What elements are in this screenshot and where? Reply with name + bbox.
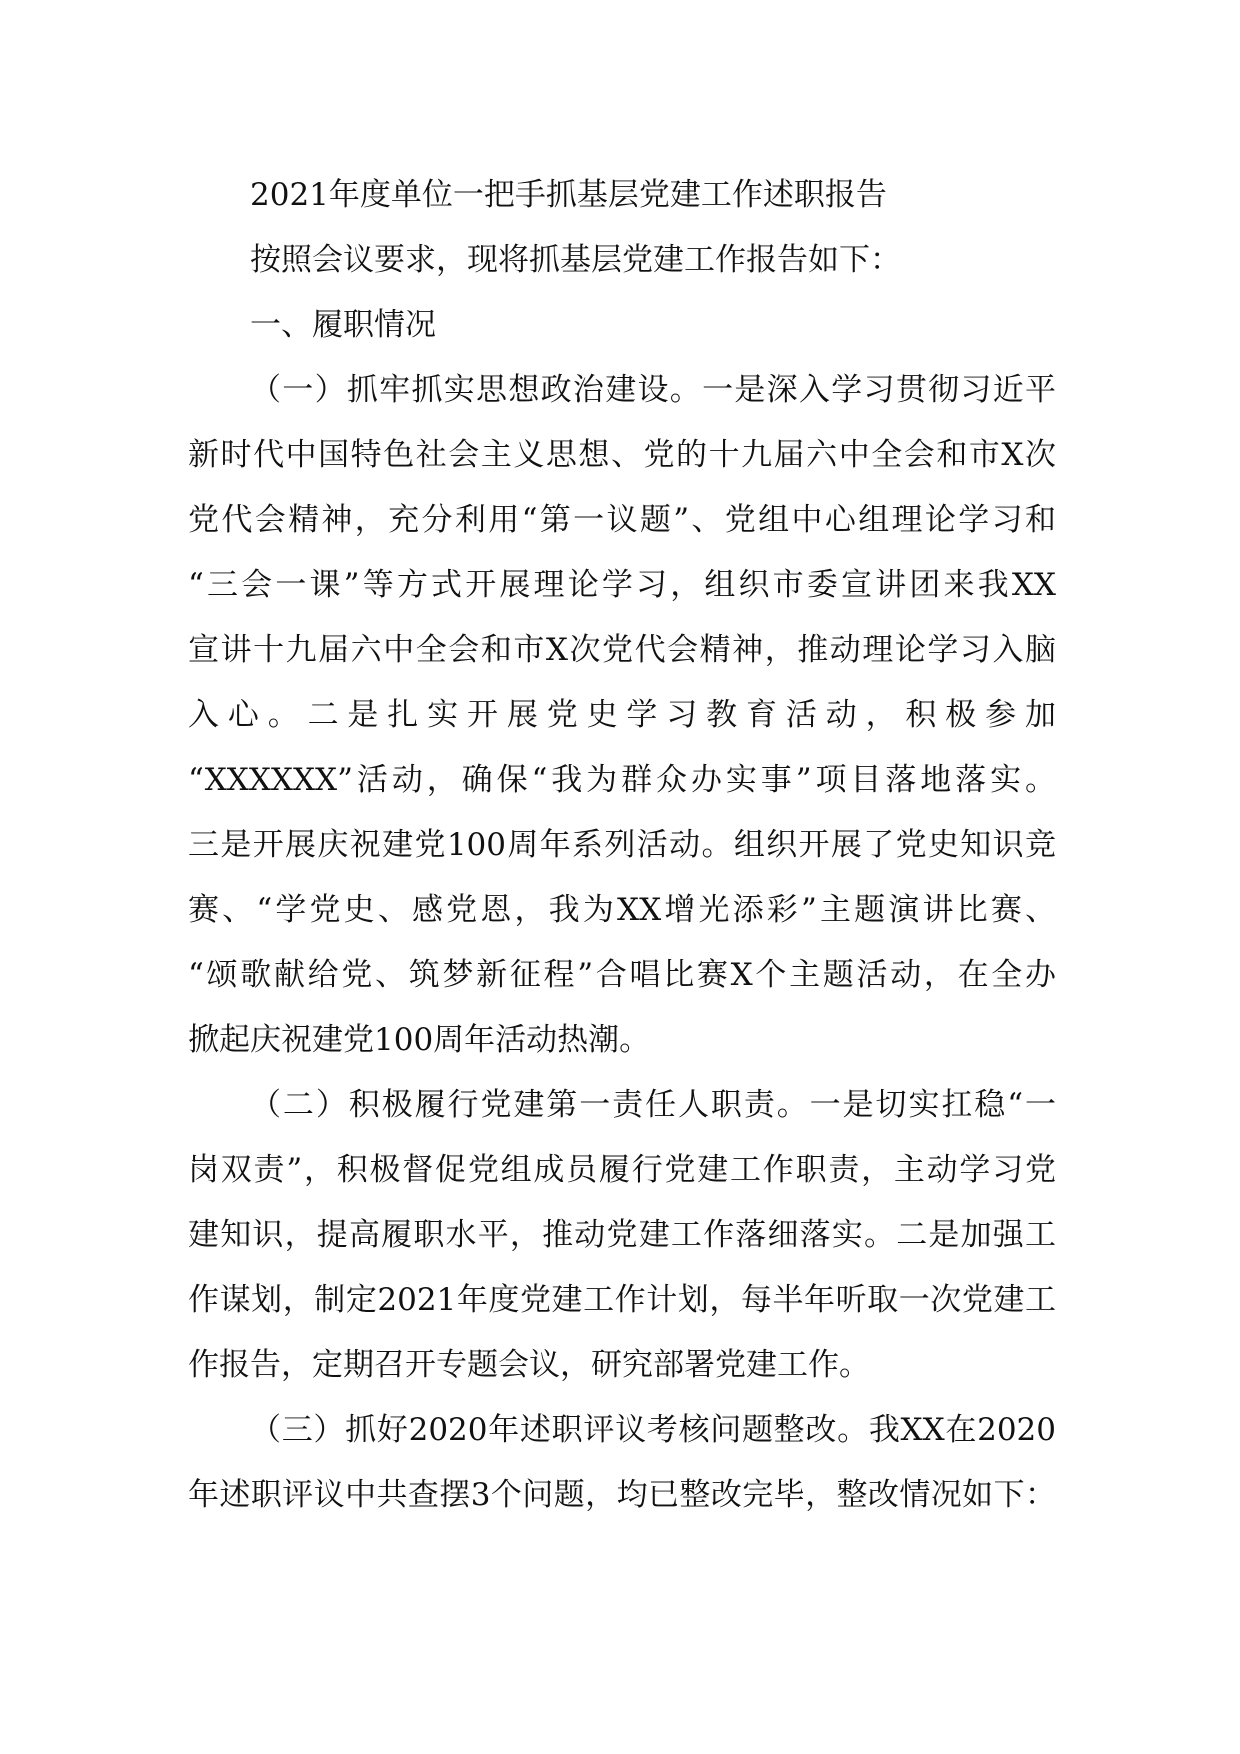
paragraph-line: 作报告，定期召开专题会议，研究部署党建工作。 — [188, 1347, 870, 1383]
paragraph-line: 党代会精神，充分利用“第一议题”、党组中心组理论学习和 — [188, 502, 1056, 538]
paragraph-line: 新时代中国特色社会主义思想、党的十九届六中全会和市X次 — [188, 437, 1056, 473]
intro-line: 按照会议要求，现将抓基层党建工作报告如下： — [250, 242, 901, 278]
paragraph-line: 掀起庆祝建党100周年活动热潮。 — [188, 1022, 651, 1058]
paragraph-line: 岗双责”，积极督促党组成员履行党建工作职责，主动学习党 — [188, 1152, 1056, 1188]
paragraph-line: “三会一课”等方式开展理论学习，组织市委宣讲团来我XX — [188, 567, 1056, 603]
paragraph-line: 入心。二是扎实开展党史学习教育活动，积极参加 — [188, 697, 1056, 733]
document-body — [188, 163, 1056, 1528]
paragraph-line: 年述职评议中共查摆3个问题，均已整改完毕，整改情况如下： — [188, 1477, 1056, 1513]
paragraph-line: 宣讲十九届六中全会和市X次党代会精神，推动理论学习入脑 — [188, 632, 1056, 668]
paragraph-line: 作谋划，制定2021年度党建工作计划，每半年听取一次党建工 — [188, 1282, 1056, 1318]
paragraph-line: （二）积极履行党建第一责任人职责。一是切实扛稳“一 — [250, 1087, 1056, 1123]
paragraph-line: 建知识，提高履职水平，推动党建工作落细落实。二是加强工 — [188, 1217, 1056, 1253]
paragraph-line: 三是开展庆祝建党100周年系列活动。组织开展了党史知识竞 — [188, 827, 1056, 863]
paragraph-line: （三）抓好2020年述职评议考核问题整改。我XX在2020 — [250, 1412, 1056, 1448]
document-title: 2021年度单位一把手抓基层党建工作述职报告 — [250, 177, 887, 213]
paragraph-line: 赛、“学党史、感党恩，我为XX增光添彩”主题演讲比赛、 — [188, 892, 1056, 928]
paragraph-line: “颂歌献给党、筑梦新征程”合唱比赛X个主题活动，在全办 — [188, 957, 1056, 993]
paragraph-line: （一）抓牢抓实思想政治建设。一是深入学习贯彻习近平 — [250, 372, 1056, 408]
section-heading: 一、履职情况 — [250, 307, 436, 343]
paragraph-line: “XXXXXX”活动，确保“我为群众办实事”项目落地落实。 — [188, 762, 1056, 798]
